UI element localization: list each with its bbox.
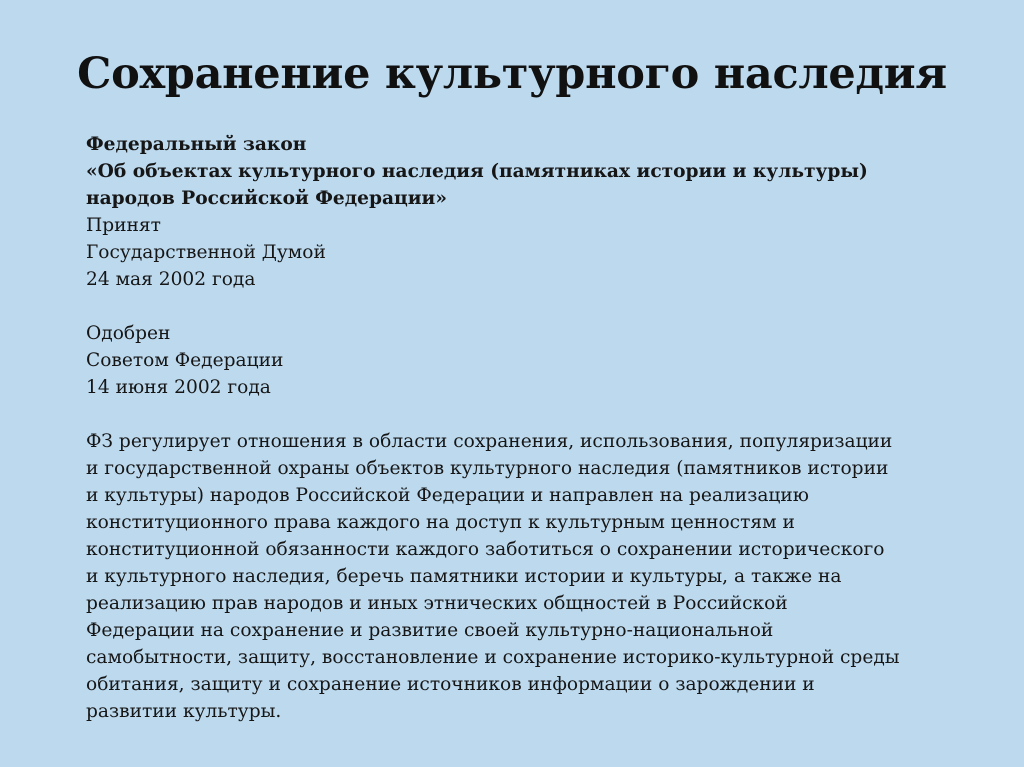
law-type: Федеральный закон [86,134,307,155]
description-line: ФЗ регулирует отношения в области сохранения, использования, популяризации [86,431,893,452]
description-line: самобытности, защиту, восстановление и сохранение историко-культурной среды [86,647,900,668]
description-line: конституционного права каждого на доступ к культурным ценностям и [86,512,795,533]
adopted-by: Государственной Думой [86,242,326,263]
approved-label: Одобрен [86,323,171,344]
adopted-label: Принят [86,215,161,236]
description-line: развитии культуры. [86,701,282,722]
description-line: обитания, защиту и сохранение источников информации о зарождении и [86,674,815,695]
description-line: и культурного наследия, беречь памятники истории и культуры, а также на [86,566,842,587]
description-line: и культуры) народов Российской Федерации и направлен на реализацию [86,485,809,506]
description-line: реализацию прав народов и иных этнических общностей в Российской [86,593,788,614]
spacer [86,293,966,320]
slide-title: Сохранение культурного наследия [77,49,947,99]
slide-content [86,131,966,725]
law-title-line-1: «Об объектах культурного наследия (памятниках истории и культуры) [86,161,868,182]
spacer [86,401,966,428]
adopted-date: 24 мая 2002 года [86,269,256,290]
law-title-line-2: народов Российской Федерации» [86,188,447,209]
description-line: конституционной обязанности каждого заботиться о сохранении исторического [86,539,885,560]
description-line: Федерации на сохранение и развитие своей культурно-национальной [86,620,774,641]
approved-date: 14 июня 2002 года [86,377,271,398]
description-line: и государственной охраны объектов культурного наследия (памятников истории [86,458,889,479]
approved-by: Советом Федерации [86,350,284,371]
